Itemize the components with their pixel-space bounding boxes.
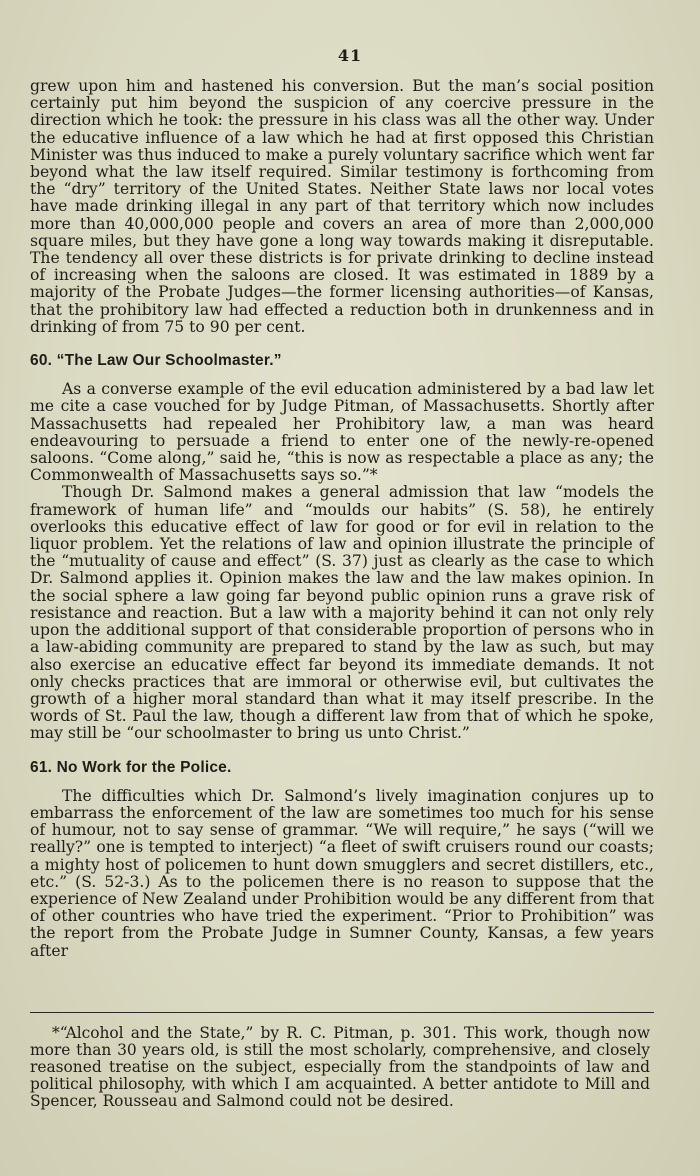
section-heading-60: 60. “The Law Our Schoolmaster.” [30,352,282,370]
page-number: 41 [337,46,363,65]
paragraph-60-2: Though Dr. Salmond makes a general admission that law “models the framework of human life” and “moulds our habits” (S. 58), he entirely overlooks this educative effect of law for good or for evil in relation to the liquor problem. Yet the relations of law and opinion illustrate the principle of the “mutuality of cause and effect” (S. 37) just as clearly as the case to which Dr. Salmond applies it. Opinion makes the law and the law makes opinion. In the social sphere a law going far beyond public opinion runs a grave risk of resistance and reaction. But a law with a majority behind it can not only rely upon the additional support of that considerable proportion of persons who in a law-abiding community are prepared to stand by the law as such, but may also exercise an educative effect far beyond its immediate demands. It not only checks practices that are immoral or otherwise evil, but cultivates the growth of a higher moral standard than what it may itself prescribe. In the words of St. Paul the law, though a different law from that of which he spoke, may still be “our schoolmaster to bring us unto Christ.” [30,483,654,743]
footnote [30,1025,650,1110]
paragraph-60-1: As a converse example of the evil education administered by a bad law let me cite a case vouched for by Judge Pitman, of Massachusetts. Shortly after Massachusetts had repealed her Prohibitory law, a man was heard endeavouring to persuade a friend to enter one of the newly-re-opened saloons. “Come along,” said he, “this is now as respectable a place as any; the Commonwealth of Massachusetts says so.”* [30,380,654,485]
main-text [30,78,654,960]
section-heading-61: 61. No Work for the Police. [30,758,232,776]
paragraph-61-1: The difficulties which Dr. Salmond’s lively imagination conjures up to embarrass the enforcement of the law are sometimes too much for his sense of humour, not to say sense of grammar. “We will require,” he says (“will we really?” one is tempted to interject) “a fleet of swift cruisers round our coasts; a mighty host of policemen to hunt down smugglers and secret distillers, etc., etc.” (S. 52-3.) As to the policemen there is no reason to suppose that the experience of New Zealand under Prohibition would be any different from that of other countries who have tried the experiment. “Prior to Prohibition” was the report from the Probate Judge in Sumner County, Kansas, a few years after [30,786,654,960]
footnote-divider [30,1012,654,1013]
paragraph-intro: grew upon him and hastened his conversion. But the man’s social position certainly put him beyond the suspicion of any coercive pressure in the direction which he took: the pressure in his class was all the other way. Under the educative influence of a law which he had at first opposed this Christian Minister was thus induced to make a purely voluntary sacrifice which went far beyond what the law itself required. Similar testimony is forthcoming from the “dry” territory of the United States. Neither State laws nor local votes have made drinking illegal in any part of that territory which now includes more than 40,000,000 people and covers an area of more than 2,000,000 square miles, but they have gone a long way towards making it disreputable. The tendency all over these districts is for private drinking to decline instead of increasing when the saloons are closed. It was estimated in 1889 by a majority of the Probate Judges—the former licensing authorities—of Kansas, that the prohibitory law had effected a reduction both in drunkenness and in drinking of from 75 to 90 per cent. [30,77,654,336]
footnote-text: *“Alcohol and the State,” by R. C. Pitman, p. 301. This work, though now more than 30 years old, is still the most scholarly, comprehensive, and closely reasoned treatise on the subject, especially from the standpoints of law and political philosophy, with which I am acquainted. A better antidote to Mill and Spencer, Rousseau and Salmond could not be desired. [30,1024,650,1110]
